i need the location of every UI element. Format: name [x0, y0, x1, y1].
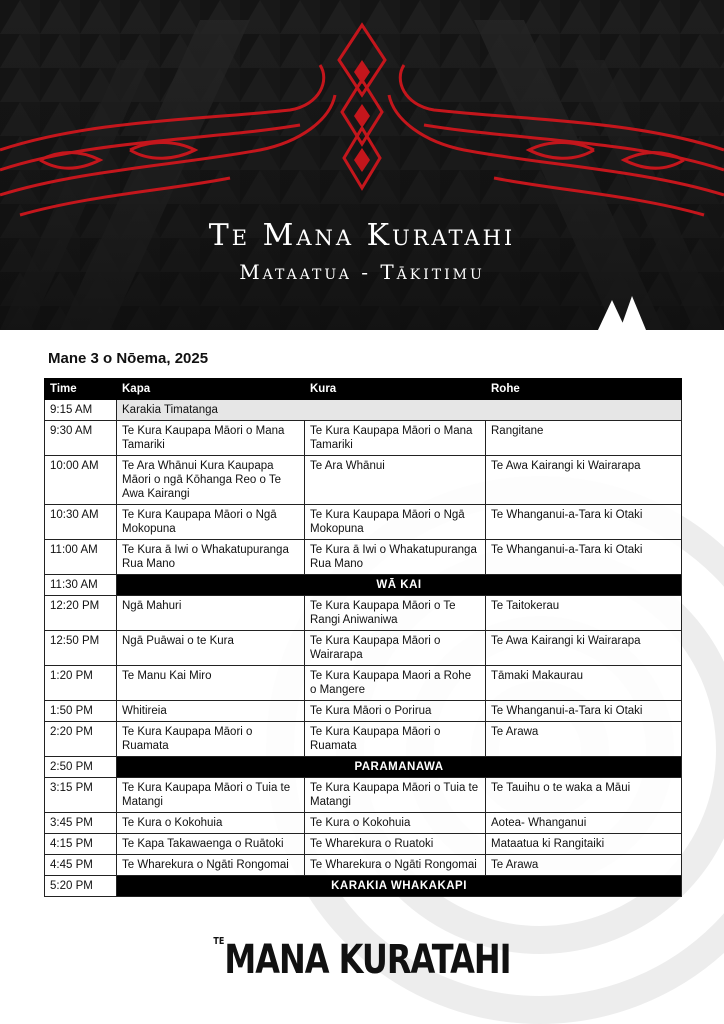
row-rohe: Te Whanganui-a-Tara ki Otaki — [486, 701, 682, 722]
row-time: 4:15 PM — [45, 834, 117, 855]
table-row — [45, 400, 682, 421]
row-kura: Te Kura Kaupapa Maori a Rohe o Mangere — [305, 666, 486, 701]
break-bar-karakia-whakakapi: KARAKIA WHAKAKAPI — [117, 876, 682, 897]
column-header-rohe: Rohe — [486, 379, 682, 400]
event-subtitle: Mataatua - Tākitimu — [239, 260, 485, 284]
row-kapa: Ngā Mahuri — [117, 596, 305, 631]
row-kapa: Te Wharekura o Ngāti Rongomai — [117, 855, 305, 876]
row-time: 4:45 PM — [45, 855, 117, 876]
column-header-time: Time — [45, 379, 117, 400]
row-kapa: Te Kura Kaupapa Māori o Ngā Mokopuna — [117, 505, 305, 540]
row-kura: Te Kura Māori o Porirua — [305, 701, 486, 722]
row-rohe: Te Taitokerau — [486, 596, 682, 631]
row-rohe: Te Whanganui-a-Tara ki Otaki — [486, 505, 682, 540]
row-kapa: Te Kapa Takawaenga o Ruātoki — [117, 834, 305, 855]
table-row — [45, 855, 682, 876]
row-kura: Te Kura Kaupapa Māori o Te Rangi Aniwaniwa — [305, 596, 486, 631]
schedule-table — [44, 378, 682, 897]
table-row-break — [45, 575, 682, 596]
table-row — [45, 778, 682, 813]
row-rohe: Mataatua ki Rangitaiki — [486, 834, 682, 855]
row-kura: Te Kura Kaupapa Māori o Mana Tamariki — [305, 421, 486, 456]
row-time: 10:00 AM — [45, 456, 117, 505]
row-time: 9:30 AM — [45, 421, 117, 456]
row-rohe: Te Awa Kairangi ki Wairarapa — [486, 456, 682, 505]
table-row — [45, 631, 682, 666]
row-time: 12:20 PM — [45, 596, 117, 631]
row-kapa: Te Ara Whānui Kura Kaupapa Māori o ngā Kōhanga Reo o Te Awa Kairangi — [117, 456, 305, 505]
row-kura: Te Kura o Kokohuia — [305, 813, 486, 834]
logo-small-text: TE — [213, 935, 225, 947]
row-time: 1:50 PM — [45, 701, 117, 722]
table-row — [45, 505, 682, 540]
row-kura: Te Wharekura o Ruatoki — [305, 834, 486, 855]
row-time: 12:50 PM — [45, 631, 117, 666]
table-row — [45, 596, 682, 631]
table-row — [45, 540, 682, 575]
column-header-kapa: Kapa — [117, 379, 305, 400]
break-bar-wa-kai: WĀ KAI — [117, 575, 682, 596]
row-rohe: Te Arawa — [486, 855, 682, 876]
row-time: 11:00 AM — [45, 540, 117, 575]
row-time: 3:45 PM — [45, 813, 117, 834]
row-rohe: Te Whanganui-a-Tara ki Otaki — [486, 540, 682, 575]
logo-text: MANA KURATAHI — [224, 935, 511, 983]
row-event: Karakia Timatanga — [117, 400, 682, 421]
header-banner — [0, 0, 724, 330]
footer-logo — [0, 935, 724, 983]
row-time: 11:30 AM — [45, 575, 117, 596]
row-kapa: Te Kura Kaupapa Māori o Ruamata — [117, 722, 305, 757]
row-time: 10:30 AM — [45, 505, 117, 540]
row-kura: Te Ara Whānui — [305, 456, 486, 505]
row-kura: Te Wharekura o Ngāti Rongomai — [305, 855, 486, 876]
row-time: 2:20 PM — [45, 722, 117, 757]
row-rohe: Rangitane — [486, 421, 682, 456]
table-row — [45, 421, 682, 456]
row-kapa: Ngā Puāwai o te Kura — [117, 631, 305, 666]
table-row — [45, 701, 682, 722]
table-row-break — [45, 757, 682, 778]
row-kura: Te Kura Kaupapa Māori o Ngā Mokopuna — [305, 505, 486, 540]
row-kapa: Te Manu Kai Miro — [117, 666, 305, 701]
column-header-kura: Kura — [305, 379, 486, 400]
table-row — [45, 666, 682, 701]
row-kapa: Te Kura Kaupapa Māori o Tuia te Matangi — [117, 778, 305, 813]
row-rohe: Te Awa Kairangi ki Wairarapa — [486, 631, 682, 666]
row-rohe: Te Arawa — [486, 722, 682, 757]
row-kapa: Whitireia — [117, 701, 305, 722]
schedule-date: Mane 3 o Nōema, 2025 — [48, 350, 209, 367]
table-row — [45, 456, 682, 505]
row-time: 2:50 PM — [45, 757, 117, 778]
row-kapa: Te Kura ā Iwi o Whakatupuranga Rua Mano — [117, 540, 305, 575]
row-rohe: Tāmaki Makaurau — [486, 666, 682, 701]
row-rohe: Aotea- Whanganui — [486, 813, 682, 834]
row-kura: Te Kura Kaupapa Māori o Tuia te Matangi — [305, 778, 486, 813]
break-bar-paramanawa: PARAMANAWA — [117, 757, 682, 778]
row-kapa: Te Kura o Kokohuia — [117, 813, 305, 834]
row-time: 3:15 PM — [45, 778, 117, 813]
row-kapa: Te Kura Kaupapa Māori o Mana Tamariki — [117, 421, 305, 456]
row-kura: Te Kura Kaupapa Māori o Wairarapa — [305, 631, 486, 666]
table-row-break — [45, 876, 682, 897]
table-row — [45, 813, 682, 834]
row-time: 1:20 PM — [45, 666, 117, 701]
table-header-row — [45, 379, 682, 400]
row-time: 9:15 AM — [45, 400, 117, 421]
table-row — [45, 722, 682, 757]
table-row — [45, 834, 682, 855]
row-kura: Te Kura ā Iwi o Whakatupuranga Rua Mano — [305, 540, 486, 575]
row-time: 5:20 PM — [45, 876, 117, 897]
event-title: Te Mana Kuratahi — [208, 218, 516, 253]
row-kura: Te Kura Kaupapa Māori o Ruamata — [305, 722, 486, 757]
row-rohe: Te Tauihu o te waka a Māui — [486, 778, 682, 813]
